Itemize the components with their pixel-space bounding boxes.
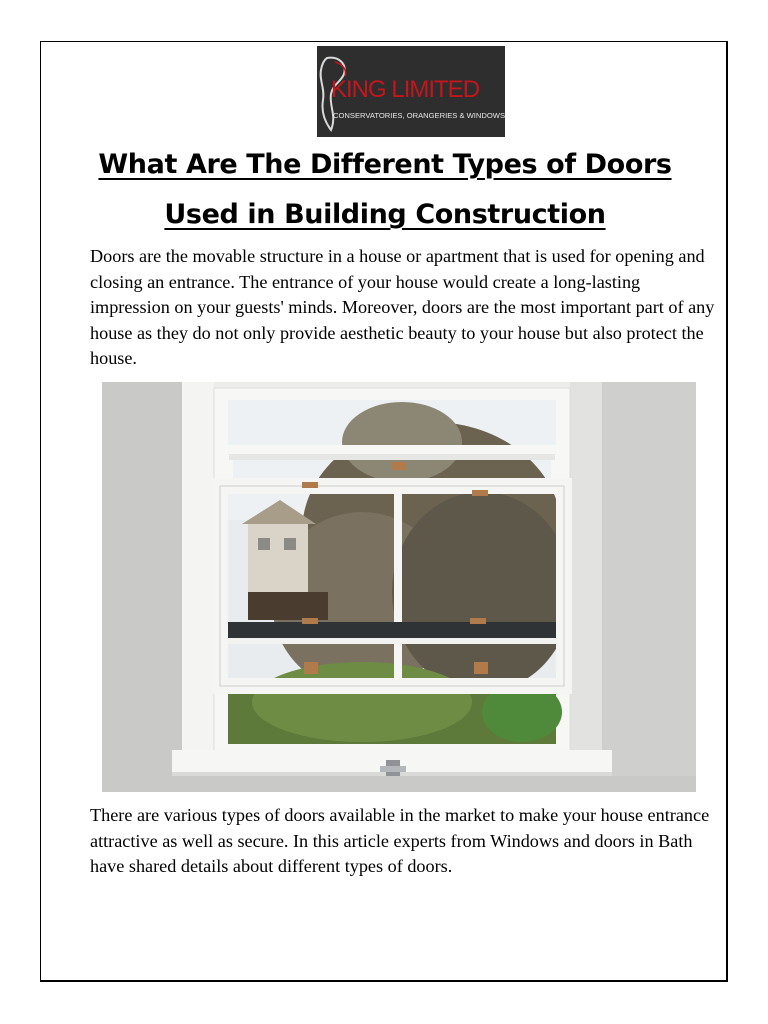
sash-window-photo [102, 382, 696, 792]
document-page [40, 41, 728, 982]
logo-brand-name: KING LIMITED [331, 76, 480, 103]
second-paragraph: There are various types of doors available in the market to make your house entrance attractive as well as secure. In this article experts from Windows and doors in Bath have shared details about different types of doors. [90, 805, 710, 876]
company-logo [317, 46, 505, 137]
page-title [41, 140, 729, 240]
title-line-2: Used in Building Construction [164, 199, 606, 230]
logo-tagline: CONSERVATORIES, ORANGERIES & WINDOWS [333, 111, 505, 120]
intro-paragraph: Doors are the movable structure in a house or apartment that is used for opening and closing an entrance. The entrance of your house would create a long-lasting impression on your guests' minds. Moreover, doors are the most important part of any house as they do not only provide aesthetic beauty to your house but also protect the house. [90, 246, 715, 368]
title-line-1: What Are The Different Types of Doors [98, 149, 672, 180]
